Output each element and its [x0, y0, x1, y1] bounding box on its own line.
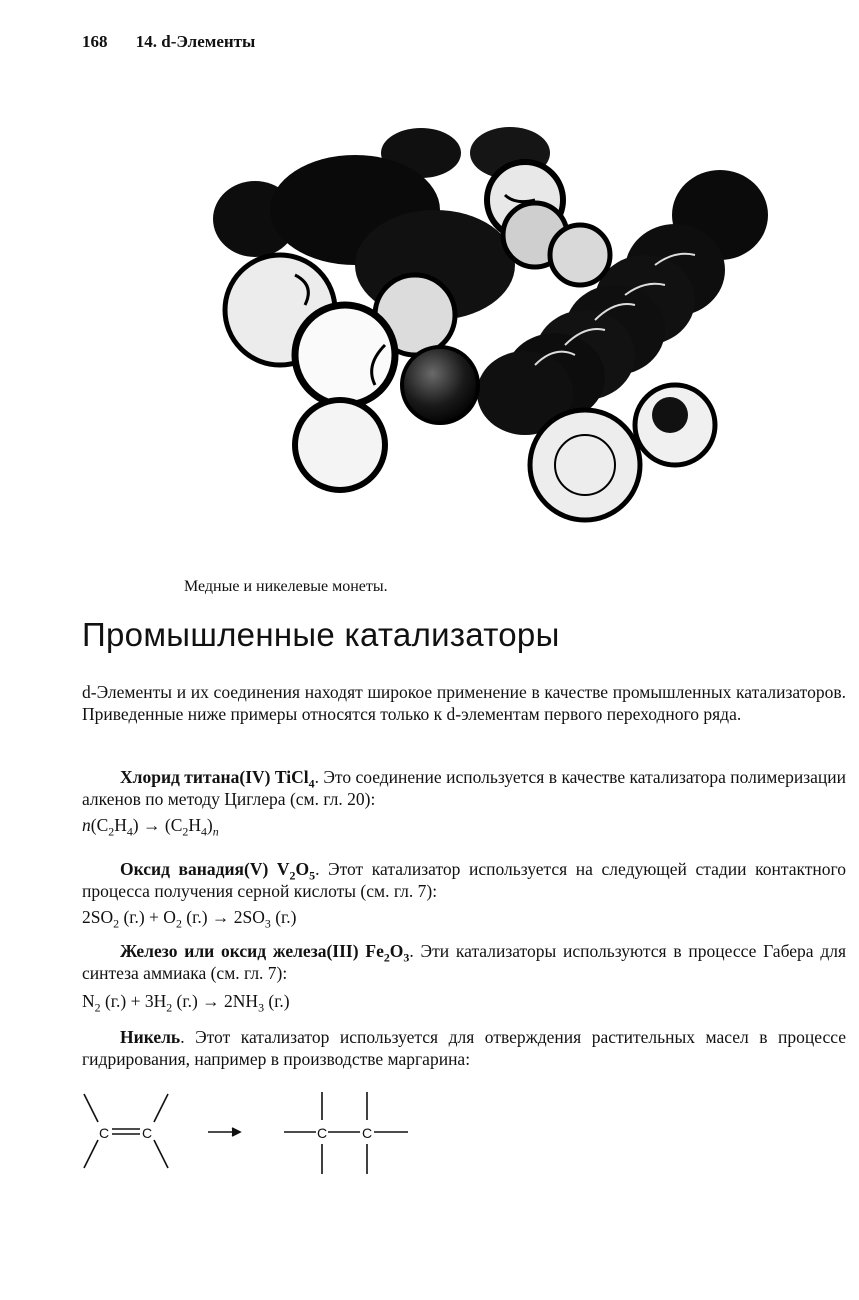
- coin: [550, 225, 610, 285]
- page-number: 168: [82, 32, 108, 51]
- coins-photo: [205, 115, 785, 535]
- catalyst-formula: $V_2O_5$: [276, 859, 316, 883]
- catalyst-paragraph-iron: [82, 940, 846, 984]
- catalyst-description: . Этот катализатор используется для отверждения растительных масел в процессе гидрирования, например в производстве маргарина:: [82, 1027, 846, 1069]
- intro-paragraph: d-Элементы и их соединения находят широкое применение в качестве промышленных катализаторов. Приведенные ниже примеры относятся только к d-элементам первого переходного ряда.: [82, 682, 846, 724]
- chapter-title: 14. d-Элементы: [135, 32, 256, 51]
- figure-caption: Медные и никелевые монеты.: [184, 578, 388, 595]
- coin: [652, 397, 688, 433]
- coin: [402, 347, 478, 423]
- equation-contact-process: $2SO_2$ $(г.) + O_2$ $(г.) \to 2SO_3$ (г.): [82, 907, 297, 931]
- coin: [530, 410, 640, 520]
- catalyst-description: . Этот катализатор используется на следующей стадии контактного процесса получения серной кислоты (см. гл. 7):: [82, 859, 847, 901]
- coin: [295, 400, 385, 490]
- catalyst-paragraph-titanium: [82, 766, 846, 810]
- atom-carbon: C: [142, 1125, 153, 1141]
- equation-haber-process: $N_2$ $(г.) + 3H_2$ $(г.) \to 2NH_3$ (г.): [82, 991, 290, 1015]
- catalyst-description: . Эти катализаторы используются в процессе Габера для синтеза аммиака (см. гл. 7):: [82, 941, 847, 983]
- catalyst-paragraph-nickel: [82, 1026, 846, 1070]
- catalyst-description: . Это соединение используется в качестве катализатора полимеризации алкенов по методу Циглера (см. гл. 20):: [82, 767, 846, 809]
- catalyst-name: Никель: [120, 1027, 181, 1047]
- catalyst-name: Оксид ванадия(V): [120, 859, 269, 879]
- section-title: Промышленные катализаторы: [82, 616, 560, 653]
- page-header: [82, 32, 255, 52]
- catalyst-formula: $Fe_2O_3$: [365, 941, 410, 965]
- atom-carbon: C: [362, 1125, 373, 1141]
- atom-carbon: C: [99, 1125, 110, 1141]
- atom-carbon: C: [317, 1125, 328, 1141]
- hydrogenation-structure: [78, 1088, 438, 1178]
- catalyst-formula: TiCl$_4$: [274, 767, 315, 791]
- equation-polymerization: $n(C_2H_4) \to (C_2H_4)_n$: [82, 815, 219, 839]
- catalyst-paragraph-vanadium: [82, 858, 846, 902]
- coin: [295, 305, 395, 405]
- catalyst-name: Железо или оксид железа(III): [120, 941, 359, 961]
- catalyst-name: Хлорид титана(IV): [120, 767, 271, 787]
